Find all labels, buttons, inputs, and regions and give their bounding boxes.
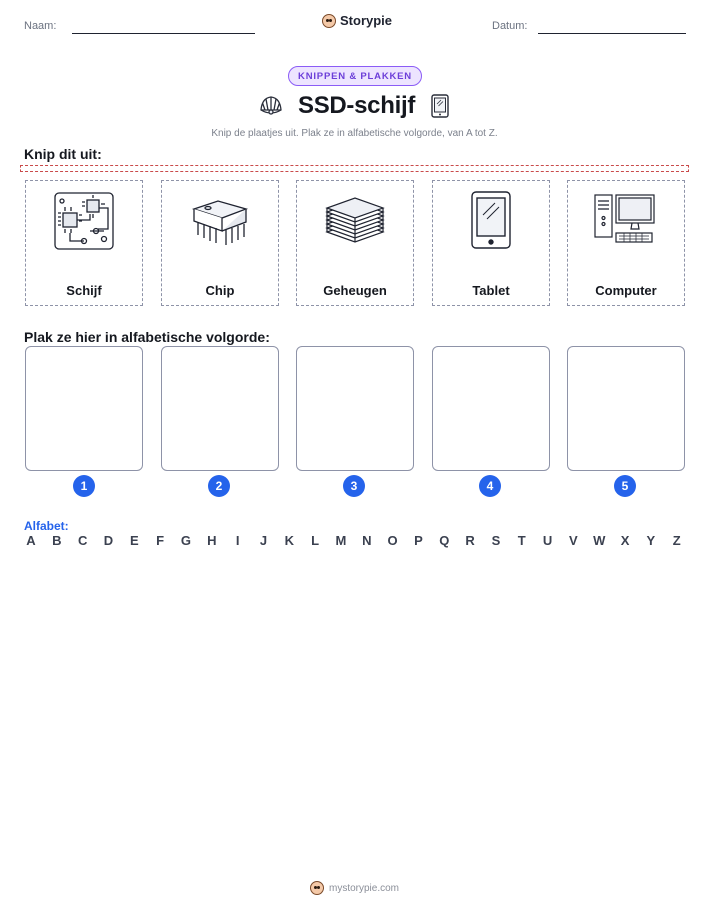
cut-card-computer[interactable] — [567, 180, 685, 306]
alphabet-letter: D — [103, 533, 114, 548]
cut-card-tablet[interactable] — [432, 180, 550, 306]
circuit-board-icon — [52, 191, 116, 251]
brand-logo — [322, 13, 392, 28]
title-row — [0, 92, 709, 120]
alphabet-letter: I — [235, 533, 240, 548]
cut-card-chip[interactable] — [161, 180, 279, 306]
alphabet-letter: C — [77, 533, 88, 548]
date-label: Datum: — [492, 20, 528, 32]
alphabet-letter: N — [362, 533, 372, 548]
cut-card-geheugen[interactable] — [296, 180, 414, 306]
shell-icon — [258, 94, 284, 118]
memory-stack-icon — [323, 191, 387, 251]
alphabet-letter: O — [387, 533, 398, 548]
cut-section-title: Knip dit uit: — [24, 146, 102, 162]
alphabet-letter: G — [180, 533, 192, 548]
alphabet-letter: S — [491, 533, 501, 548]
alphabet-letter: P — [414, 533, 423, 548]
paste-slot-3[interactable] — [296, 346, 414, 471]
alphabet-letter: Q — [439, 533, 450, 548]
footer — [0, 881, 709, 895]
cut-line — [20, 165, 689, 172]
page-title: SSD-schijf — [297, 92, 416, 119]
alphabet-letter: A — [26, 533, 36, 548]
alphabet-row — [24, 533, 684, 548]
alphabet-letter: Y — [646, 533, 656, 548]
date-line[interactable] — [538, 33, 686, 34]
mascot-icon — [310, 881, 324, 895]
mascot-icon — [322, 14, 336, 28]
tablet-icon — [459, 191, 523, 251]
chip-icon — [188, 191, 252, 251]
alphabet-letter: U — [542, 533, 553, 548]
cut-card-label: Geheugen — [323, 283, 387, 298]
alphabet-letter: V — [569, 533, 578, 548]
alphabet-letter: E — [129, 533, 139, 548]
paste-slot-5[interactable] — [567, 346, 685, 471]
slot-number-1: 1 — [73, 475, 95, 497]
alphabet-letter: F — [156, 533, 165, 548]
desktop-computer-icon — [594, 191, 658, 251]
slot-number-4: 4 — [479, 475, 501, 497]
paste-slot-1[interactable] — [25, 346, 143, 471]
alphabet-letter: K — [284, 533, 294, 548]
cut-card-label: Chip — [205, 283, 235, 298]
cut-card-schijf[interactable] — [25, 180, 143, 306]
alphabet-letter: B — [52, 533, 62, 548]
footer-url[interactable]: mystorypie.com — [328, 882, 399, 894]
alphabet-letter: X — [620, 533, 630, 548]
cut-card-label: Schijf — [66, 283, 102, 298]
alphabet-letter: W — [593, 533, 606, 548]
alphabet-letter: T — [517, 533, 526, 548]
alphabet-letter: R — [465, 533, 475, 548]
slot-number-3: 3 — [343, 475, 365, 497]
alphabet-title: Alfabet: — [24, 519, 69, 533]
slot-number-5: 5 — [614, 475, 636, 497]
alphabet-letter: M — [335, 533, 347, 548]
paste-slot-4[interactable] — [432, 346, 550, 471]
activity-badge: KNIPPEN & PLAKKEN — [288, 66, 422, 86]
paste-section-title: Plak ze hier in alfabetische volgorde: — [24, 329, 270, 345]
cut-card-label: Computer — [595, 283, 657, 298]
brand-name: Storypie — [340, 13, 393, 28]
instructions: Knip de plaatjes uit. Plak ze in alfabetische volgorde, van A tot Z. — [211, 128, 498, 139]
alphabet-letter: H — [207, 533, 217, 548]
tablet-small-icon — [429, 93, 451, 119]
alphabet-letter: Z — [672, 533, 681, 548]
name-line[interactable] — [72, 33, 255, 34]
paste-slot-2[interactable] — [161, 346, 279, 471]
alphabet-letter: J — [259, 533, 268, 548]
alphabet-letter: L — [311, 533, 320, 548]
cut-card-label: Tablet — [472, 283, 510, 298]
slot-number-2: 2 — [208, 475, 230, 497]
name-label: Naam: — [24, 20, 57, 32]
